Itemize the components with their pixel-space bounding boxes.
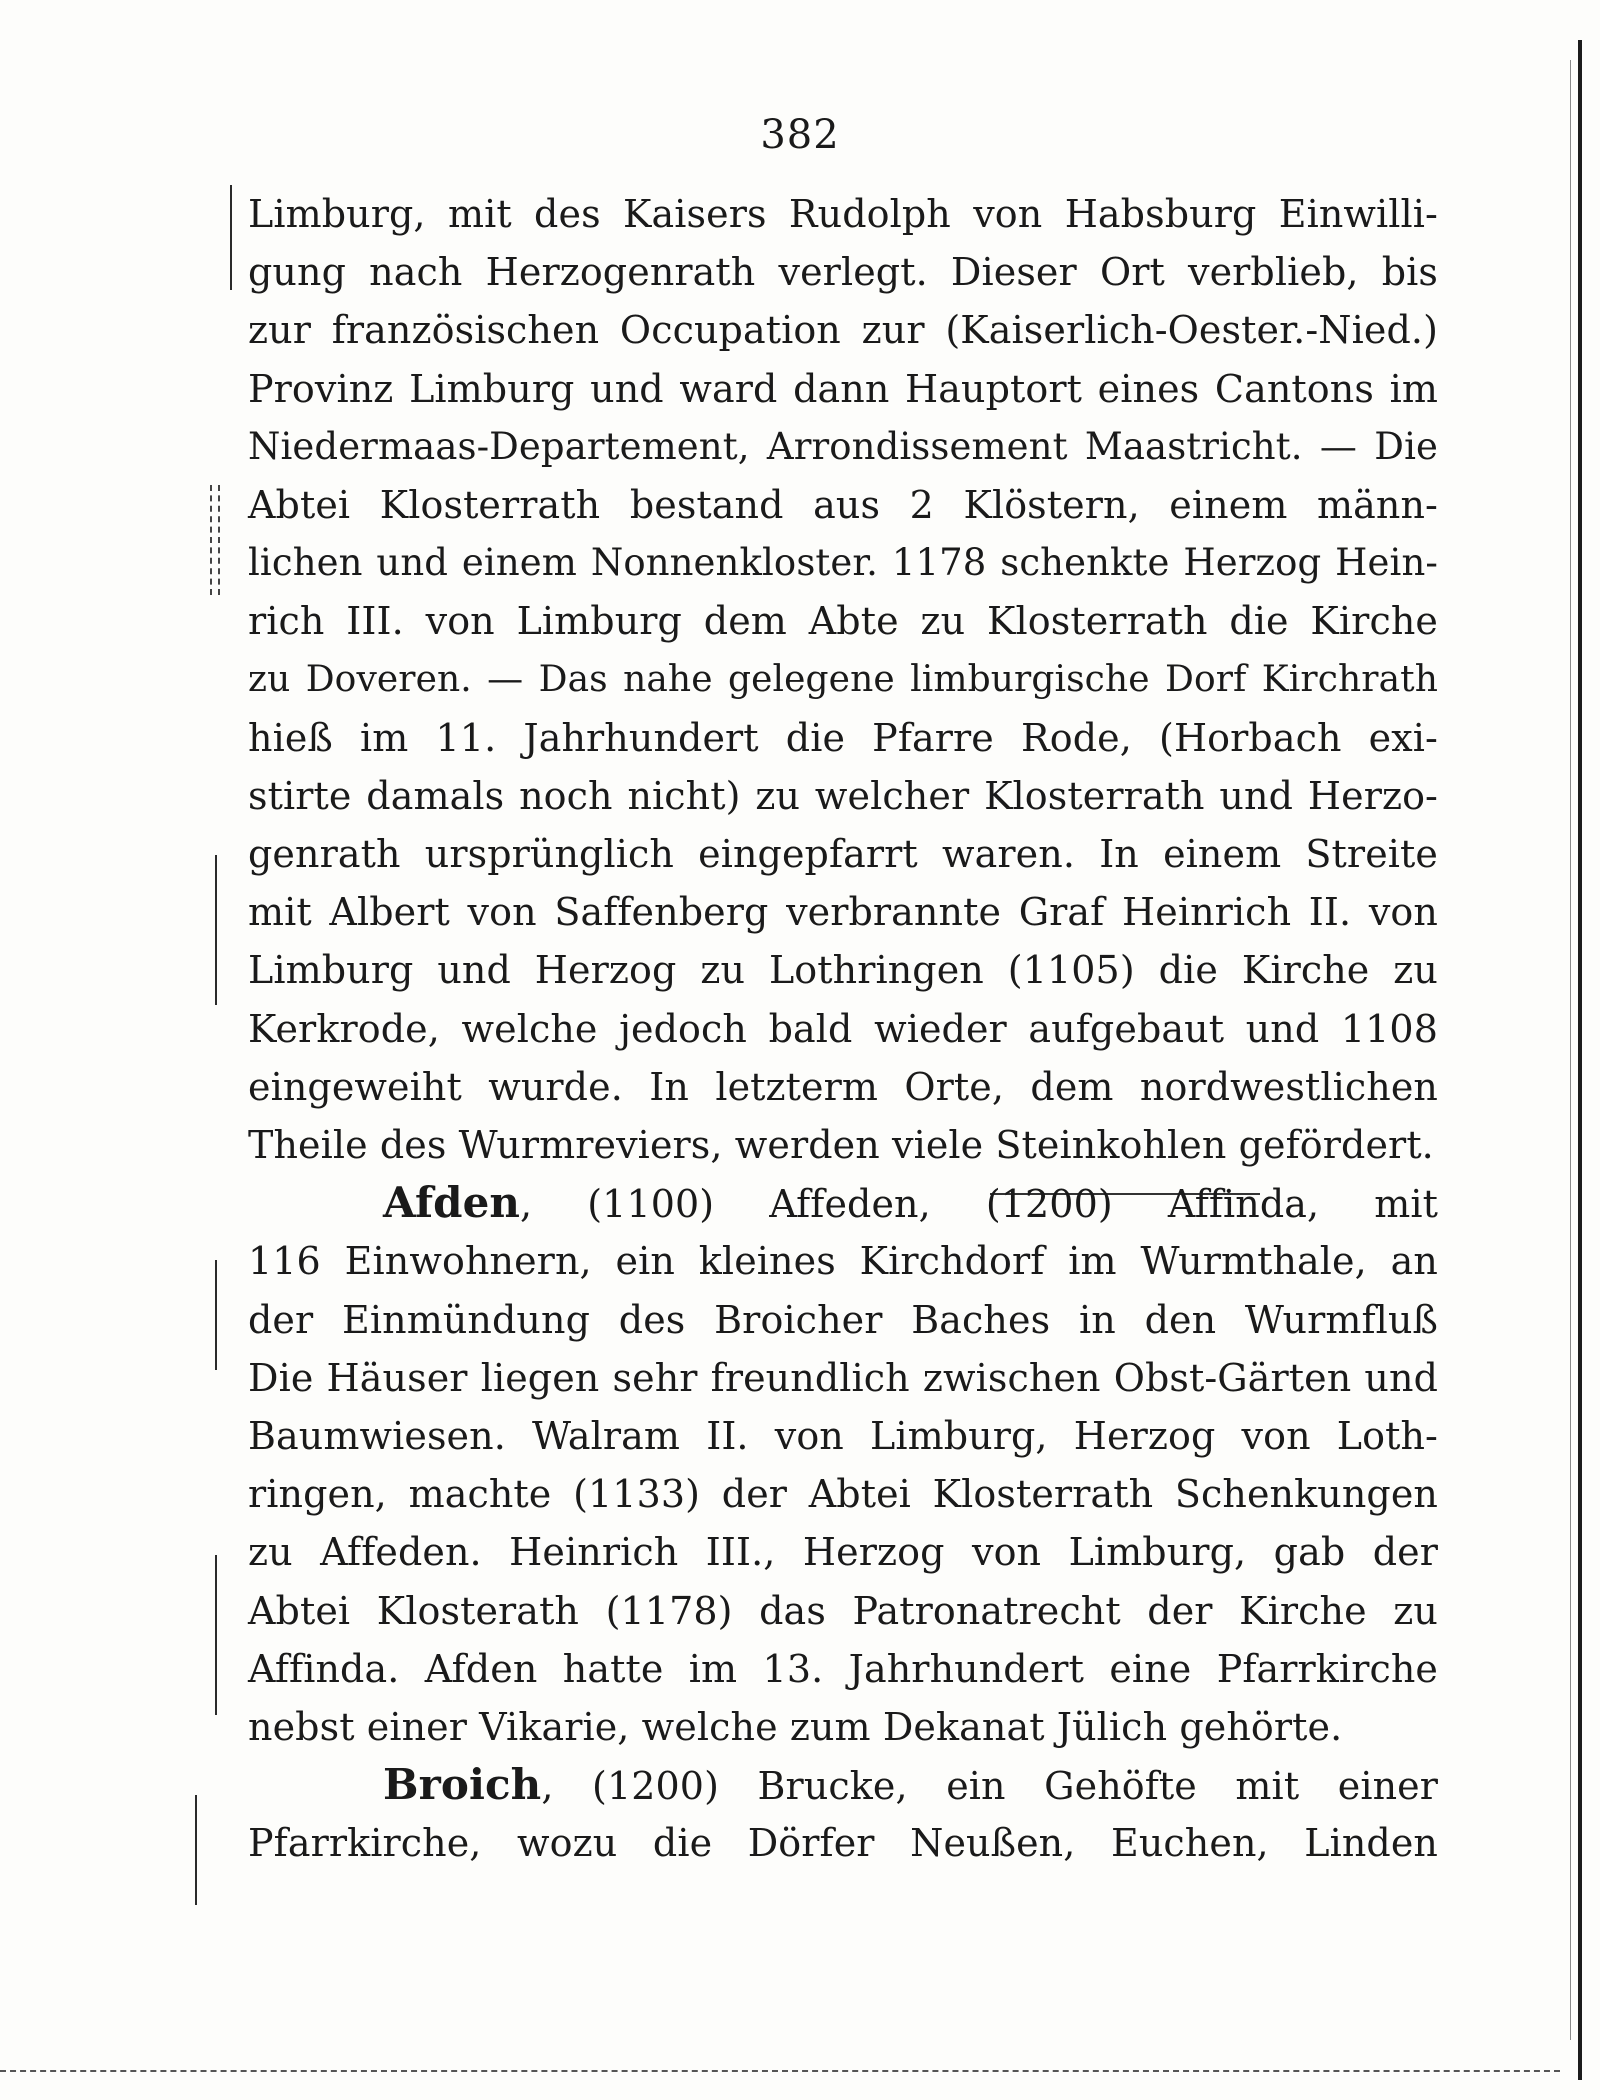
text-line: zu Affeden. Heinrich III., Herzog von Limburg, gab der: [248, 1530, 1438, 1575]
scan-bottom-edge: [0, 2070, 1560, 2072]
margin-mark: [210, 485, 212, 595]
text-line: stirte damals noch nicht) zu welcher Klosterrath und Herzo-: [248, 773, 1438, 818]
text-line: zur französischen Occupation zur (Kaiserlich-Oester.-Nied.): [248, 308, 1438, 353]
text-line: Provinz Limburg und ward dann Hauptort eines Cantons im: [248, 366, 1438, 411]
entry-heading-line: Broich, (1200) Brucke, ein Gehöfte mit einer: [383, 1760, 1438, 1810]
page-edge-line: [1570, 60, 1571, 2040]
text-line: eingeweiht wurde. In letzterm Orte, dem nordwestlichen: [248, 1064, 1438, 1109]
text-line: Niedermaas-Departement, Arrondissement Maastricht. — Die: [248, 424, 1438, 468]
text-line: lichen und einem Nonnenkloster. 1178 schenkte Herzog Hein-: [248, 541, 1438, 585]
page-edge-shadow: [1578, 40, 1582, 2080]
text-line: zu Doveren. — Das nahe gelegene limburgische Dorf Kirchrath: [248, 658, 1438, 700]
text-line: Abtei Klosterath (1178) das Patronatrecht der Kirche zu: [248, 1588, 1438, 1633]
text-line: hieß im 11. Jahrhundert die Pfarre Rode, (Horbach exi-: [248, 715, 1438, 760]
page-number: 382: [760, 112, 840, 158]
entry-heading: Broich: [383, 1760, 542, 1810]
text-line: nebst einer Vikarie, welche zum Dekanat Jülich gehörte.: [248, 1704, 1343, 1749]
text-line: Baumwiesen. Walram II. von Limburg, Herzog von Loth-: [248, 1413, 1438, 1458]
text-line: 116 Einwohnern, ein kleines Kirchdorf im Wurmthale, an: [248, 1239, 1438, 1284]
text-line: Limburg und Herzog zu Lothringen (1105) die Kirche zu: [248, 948, 1438, 993]
text-line: ringen, machte (1133) der Abtei Klosterrath Schenkungen: [248, 1472, 1438, 1517]
margin-mark: [218, 485, 220, 595]
entry-heading: Afden: [383, 1178, 521, 1228]
text-line: Kerkrode, welche jedoch bald wieder aufgebaut und 1108: [248, 1006, 1438, 1051]
text-line: Abtei Klosterrath bestand aus 2 Klöstern, einem männ-: [248, 482, 1438, 527]
text-line: der Einmündung des Broicher Baches in den Wurmfluß: [248, 1297, 1438, 1342]
margin-mark: [215, 1555, 217, 1715]
margin-mark: [230, 185, 232, 290]
margin-mark: [195, 1795, 197, 1905]
text-line: Theile des Wurmreviers, werden viele Steinkohlen gefördert.: [248, 1123, 1434, 1167]
text-line: rich III. von Limburg dem Abte zu Klosterrath die Kirche: [248, 599, 1438, 644]
margin-mark: [215, 855, 217, 1005]
text-line: Affinda. Afden hatte im 13. Jahrhundert eine Pfarrkirche: [248, 1646, 1438, 1691]
text-line: Pfarrkirche, wozu die Dörfer Neußen, Euchen, Linden: [248, 1821, 1438, 1866]
margin-mark: [215, 1260, 217, 1370]
entry-heading-line: Afden, (1100) Affeden, (1200) Affinda, mit: [383, 1178, 1438, 1228]
text-line: mit Albert von Saffenberg verbrannte Graf Heinrich II. von: [248, 890, 1438, 935]
text-line: Die Häuser liegen sehr freundlich zwischen Obst-Gärten und: [248, 1355, 1438, 1400]
text-line: genrath ursprünglich eingepfarrt waren. In einem Streite: [248, 832, 1438, 877]
body-text: [248, 185, 1438, 1872]
text-line: gung nach Herzogenrath verlegt. Dieser Ort verblieb, bis: [248, 250, 1438, 295]
text-line: Limburg, mit des Kaisers Rudolph von Habsburg Einwilli-: [248, 192, 1438, 236]
